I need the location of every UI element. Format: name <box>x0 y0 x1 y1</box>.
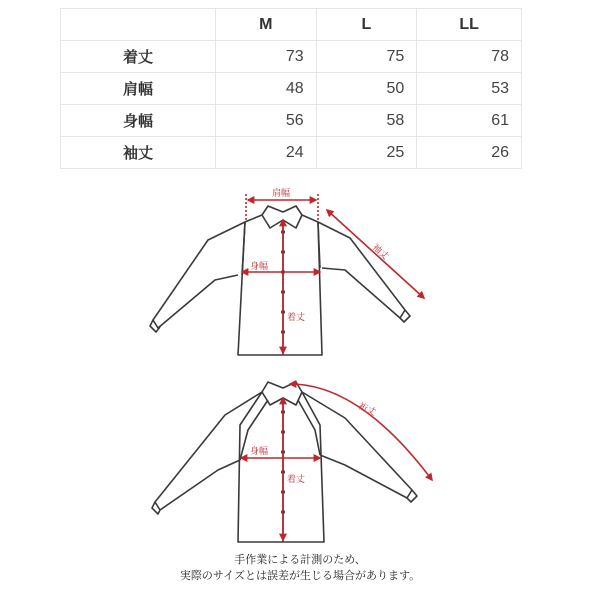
table-row <box>61 41 522 73</box>
raglan-shirt-diagram <box>0 370 600 550</box>
row-label: 肩幅 <box>61 73 216 105</box>
row-label: 着丈 <box>61 41 216 73</box>
table-row <box>61 137 522 169</box>
note-line: 実際のサイズとは誤差が生じる場合があります。 <box>179 569 421 582</box>
size-table <box>60 8 522 169</box>
shirt-outline <box>150 206 410 355</box>
sleeve-label: 袖丈 <box>369 242 391 263</box>
size-header: L <box>316 9 417 41</box>
shoulder-label: 肩幅 <box>272 189 291 199</box>
size-header: M <box>216 9 317 41</box>
measure-lines <box>242 194 424 353</box>
table-row <box>61 105 522 137</box>
sleeve-label: 裄丈 <box>356 401 378 419</box>
set-in-shirt-diagram <box>0 180 600 365</box>
table-cell: 75 <box>316 41 417 73</box>
body-width-label: 身幅 <box>250 262 269 272</box>
shirt-outline <box>152 382 417 542</box>
table-cell: 73 <box>216 41 317 73</box>
size-header-row <box>61 9 522 41</box>
table-cell: 50 <box>316 73 417 105</box>
row-label: 袖丈 <box>61 137 216 169</box>
measurement-note <box>0 552 600 584</box>
table-cell: 78 <box>417 41 522 73</box>
table-cell: 56 <box>216 105 317 137</box>
table-cell: 25 <box>316 137 417 169</box>
table-cell: 48 <box>216 73 317 105</box>
body-width-label: 身幅 <box>250 447 269 457</box>
length-label: 着丈 <box>287 475 306 485</box>
table-row <box>61 73 522 105</box>
table-cell: 26 <box>417 137 522 169</box>
table-cell: 53 <box>417 73 522 105</box>
table-cell: 58 <box>316 105 417 137</box>
table-corner <box>61 9 216 41</box>
note-line: 手作業による計測のため、 <box>234 553 366 566</box>
table-cell: 61 <box>417 105 522 137</box>
size-header: LL <box>417 9 522 41</box>
table-cell: 24 <box>216 137 317 169</box>
length-label: 着丈 <box>287 313 306 323</box>
row-label: 身幅 <box>61 105 216 137</box>
